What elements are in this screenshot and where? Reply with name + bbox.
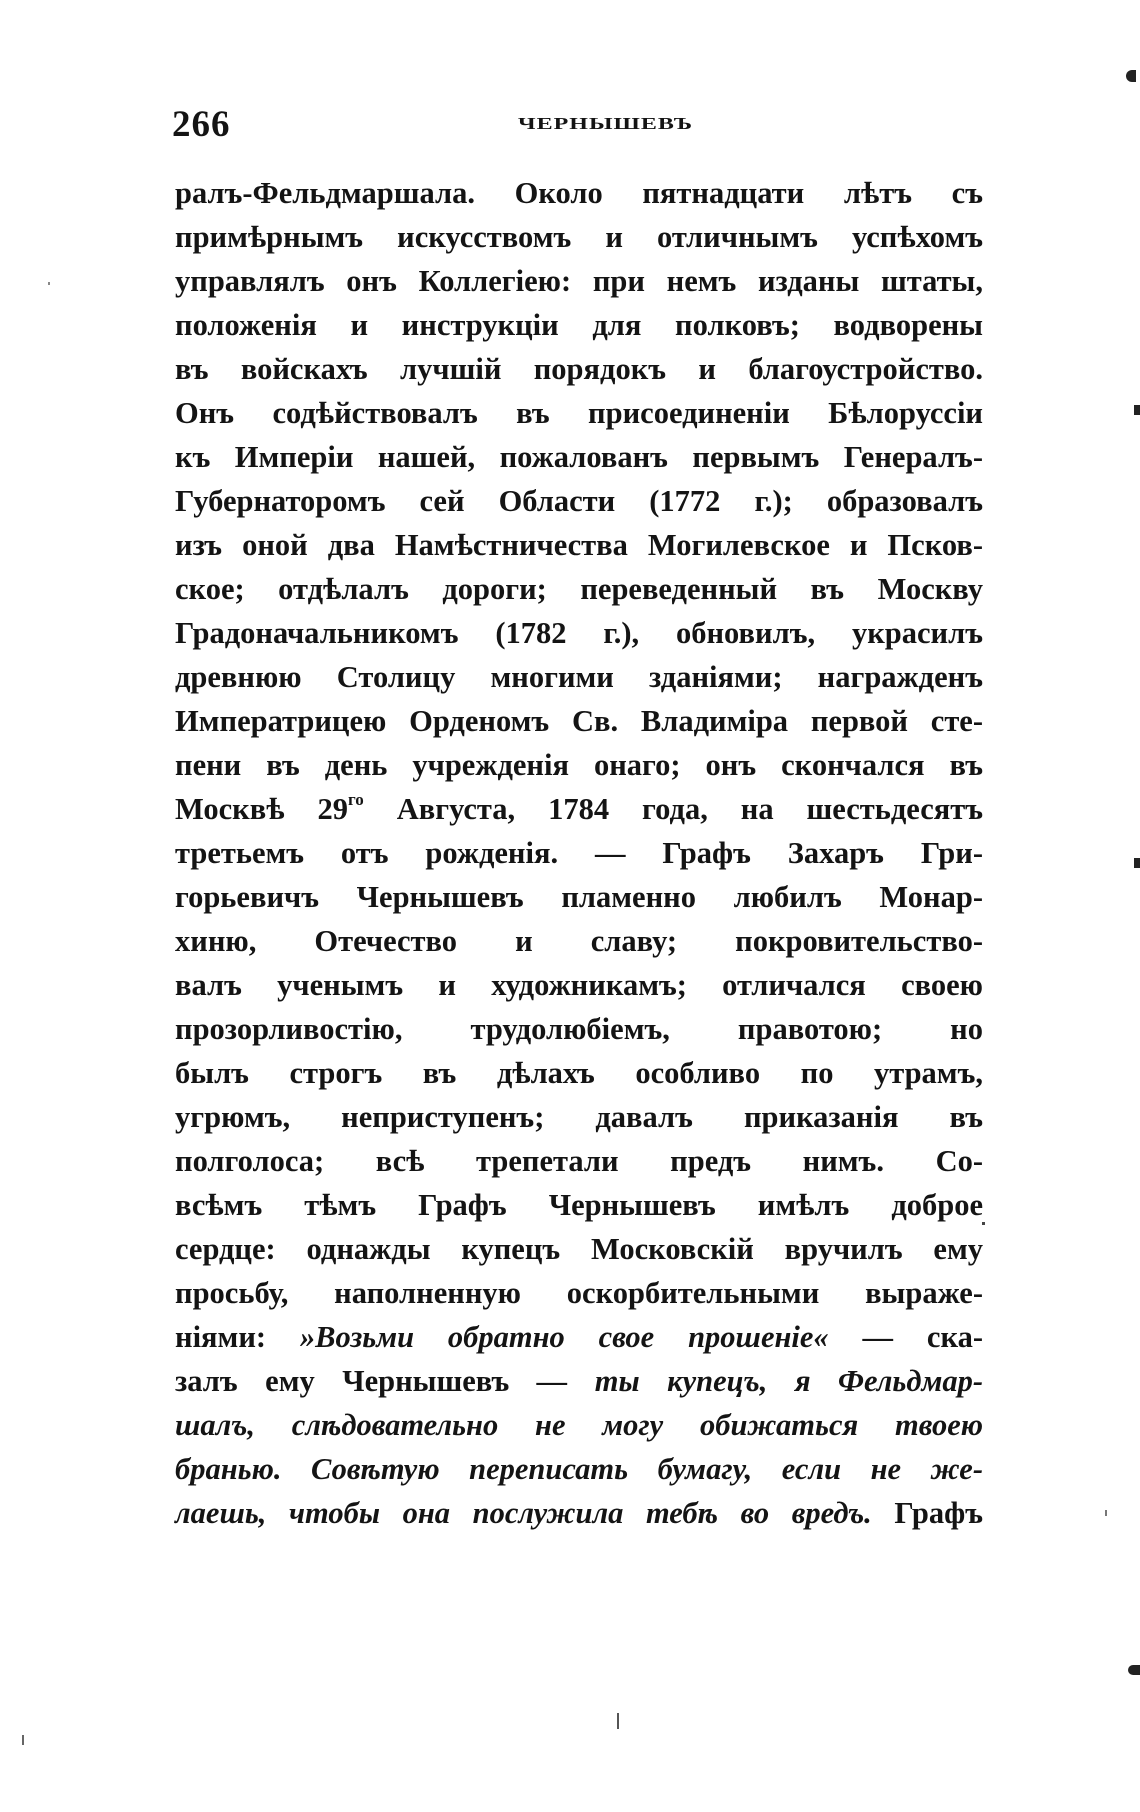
running-head: ЧЕРНЫШЕВЪ xyxy=(518,114,693,134)
italic-text: бранью. Совѣтую переписать бумагу, если не же- xyxy=(175,1452,983,1486)
scan-artifact xyxy=(22,1735,24,1745)
text-segment: Градоначальникомъ (1782 г.), обновилъ, украсилъ xyxy=(175,616,983,650)
text-segment: управлялъ онъ Коллегiею: при немъ изданы штаты, xyxy=(175,264,983,298)
text-segment: просьбу, наполненную оскорбительными выраже- xyxy=(175,1276,983,1310)
scan-artifact xyxy=(1134,858,1140,868)
text-line xyxy=(175,1447,983,1491)
text-segment: залъ ему Чернышевъ xyxy=(175,1364,537,1398)
text-line xyxy=(175,435,983,479)
text-segment: нiями: xyxy=(175,1320,300,1354)
text-segment: сердце: однажды купецъ Московскiй вручилъ ему xyxy=(175,1232,983,1266)
text-segment: третьемъ отъ рожденiя. — Графъ Захаръ Гри- xyxy=(175,836,983,870)
text-line xyxy=(175,567,983,611)
text-line xyxy=(175,479,983,523)
scan-artifact xyxy=(617,1713,619,1729)
text-line xyxy=(175,523,983,567)
text-segment: пени въ день учрежденiя онаго; онъ скончался въ xyxy=(175,748,983,782)
page-number: 266 xyxy=(172,104,231,145)
text-segment: изъ оной два Намѣстничества Могилевское и Псков- xyxy=(175,528,983,562)
superscript: го xyxy=(347,790,364,809)
text-segment: хиню, Отечество и славу; покровительство- xyxy=(175,924,983,958)
text-segment: къ Имперiи нашей, пожалованъ первымъ Генералъ- xyxy=(175,440,983,474)
text-segment: Москвѣ 29 xyxy=(175,792,348,826)
text-line xyxy=(175,1183,983,1227)
text-line xyxy=(175,1007,983,1051)
body-text xyxy=(175,171,983,1535)
text-segment: — ска- xyxy=(828,1320,983,1354)
text-line xyxy=(175,1403,983,1447)
text-segment: полголоса; всѣ трепетали предъ нимъ. Со- xyxy=(175,1144,983,1178)
text-line xyxy=(175,1227,983,1271)
text-line xyxy=(175,743,983,787)
scan-artifact xyxy=(1126,70,1136,82)
italic-text: — ты купецъ, я Фельдмар- xyxy=(536,1364,984,1398)
text-line xyxy=(175,963,983,1007)
italic-text: »Возьми обратно свое прошенiе« xyxy=(299,1320,829,1354)
text-line xyxy=(175,215,983,259)
text-segment: всѣмъ тѣмъ Графъ Чернышевъ имѣлъ доброе xyxy=(175,1188,983,1222)
scan-artifact xyxy=(982,1222,985,1225)
text-segment: въ войскахъ лучшiй порядокъ и благоустройство. xyxy=(175,352,983,386)
text-segment: валъ ученымъ и художникамъ; отличался своею xyxy=(175,968,983,1002)
text-line xyxy=(175,919,983,963)
italic-text: лаешь, чтобы она послужила тебѣ во вредъ. xyxy=(175,1496,872,1530)
text-line xyxy=(175,303,983,347)
text-segment: Императрицею Орденомъ Св. Владимiра первой сте- xyxy=(175,704,983,738)
text-line xyxy=(175,1491,983,1535)
scan-artifact xyxy=(1105,1510,1107,1516)
scan-artifact xyxy=(1128,1665,1140,1675)
text-segment: горьевичъ Чернышевъ пламенно любилъ Монар- xyxy=(175,880,983,914)
page-header xyxy=(0,100,1140,150)
text-line xyxy=(175,1271,983,1315)
text-line xyxy=(175,1139,983,1183)
text-line xyxy=(175,699,983,743)
text-line xyxy=(175,1315,983,1359)
text-segment: ское; отдѣлалъ дороги; переведенный въ Москву xyxy=(175,572,983,606)
text-line xyxy=(175,1095,983,1139)
text-segment: Августа, 1784 года, на шестьдесятъ xyxy=(363,792,983,826)
scan-artifact xyxy=(1134,405,1140,415)
text-line xyxy=(175,1359,983,1403)
text-segment: Графъ xyxy=(871,1496,983,1530)
text-segment: ралъ-Фельдмаршала. Около пятнадцати лѣтъ съ xyxy=(175,176,983,210)
text-segment: Губернаторомъ сей Области (1772 г.); образовалъ xyxy=(175,484,983,518)
text-line xyxy=(175,171,983,215)
text-line xyxy=(175,655,983,699)
text-line xyxy=(175,347,983,391)
text-line xyxy=(175,1051,983,1095)
text-segment: положенiя и инструкцiи для полковъ; водворены xyxy=(175,308,983,342)
text-segment: примѣрнымъ искусствомъ и отличнымъ успѣхомъ xyxy=(175,220,983,254)
text-line xyxy=(175,611,983,655)
text-line xyxy=(175,875,983,919)
text-line xyxy=(175,831,983,875)
text-line xyxy=(175,391,983,435)
text-segment: древнюю Столицу многими зданiями; награжденъ xyxy=(175,660,983,694)
text-segment: угрюмъ, неприступенъ; давалъ приказанiя въ xyxy=(175,1100,983,1134)
scan-artifact xyxy=(48,282,50,285)
text-line xyxy=(175,259,983,303)
text-segment: Онъ содѣйствовалъ въ присоединенiи Бѣлоруссiи xyxy=(175,396,983,430)
text-segment: прозорливостiю, трудолюбiемъ, правотою; но xyxy=(175,1012,983,1046)
italic-text: шалъ, слѣдовательно не могу обижаться твоею xyxy=(175,1408,983,1442)
text-segment: былъ строгъ въ дѣлахъ особливо по утрамъ, xyxy=(175,1056,983,1090)
text-line xyxy=(175,787,983,831)
